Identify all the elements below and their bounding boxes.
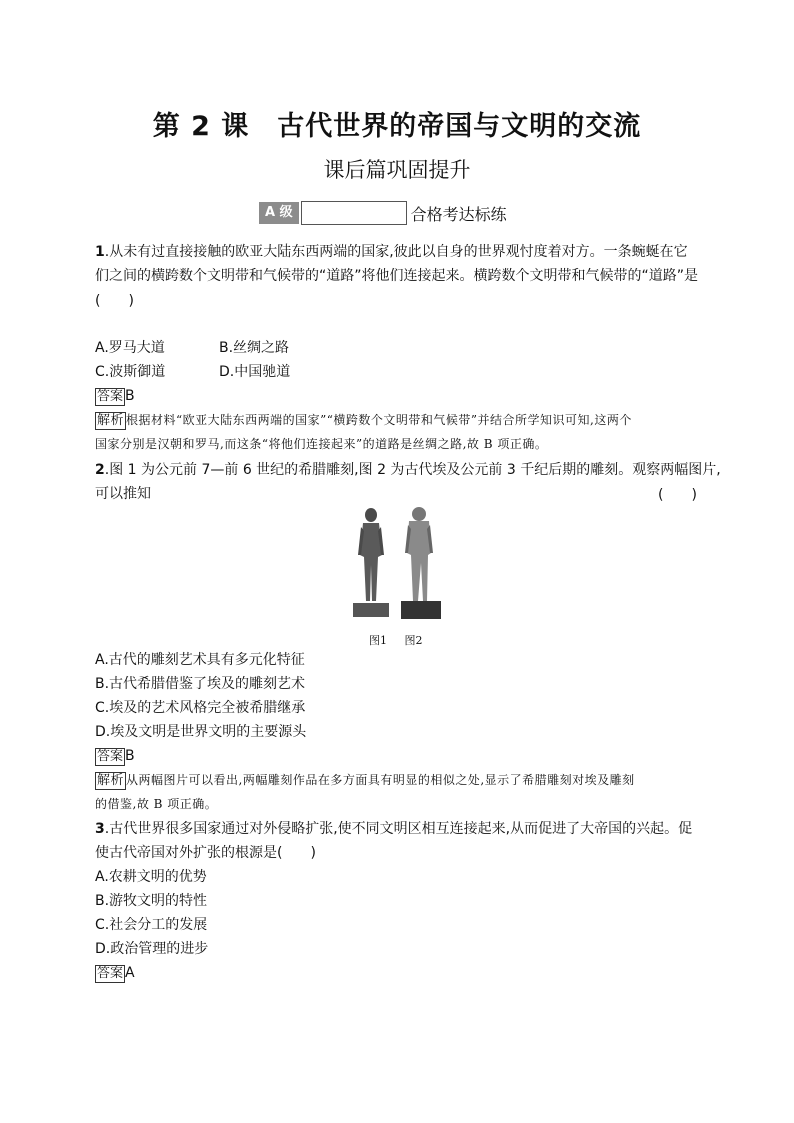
q1-option-b: B.丝绸之路 [219,340,290,356]
q1-explanation-1: 解析 根据材料“欧亚大陆东西两端的国家”“横跨数个文明带和气候带”并结合所学知识可知,这两个 [97,413,632,428]
answer-tag: 答案 [97,389,124,404]
q3-answer-row [95,963,135,983]
figure-caption [369,632,437,648]
q2-answer-row [95,746,135,766]
q1-paren: ( ) [95,293,134,309]
explanation-tag: 解析 [97,773,125,788]
statues-figure [345,505,445,625]
q3-option-a: A.农耕文明的优势 [95,869,207,885]
fig1-label: 图1 [369,634,387,647]
level-badge: A 级 [259,202,299,224]
section-subtitle: 课后篇巩固提升 [323,158,471,182]
q1-line-1: 1.从未有过直接接触的欧亚大陆东西两端的国家,彼此以自身的世界观忖度着对方。一条蜿蜒在它 [95,244,688,260]
level-header [259,201,507,225]
q1-explanation-2: 国家分别是汉朝和罗马,而这条“将他们连接起来”的道路是丝绸之路,故 B 项正确。 [95,437,548,451]
q3-answer: A [125,965,135,981]
q2-line-2: 可以推知 [95,486,151,502]
q1-number: 1 [95,244,105,260]
q2-option-c: C.埃及的艺术风格完全被希腊继承 [95,700,306,716]
q1-line-2: 们之间的横跨数个文明带和气候带的“道路”将他们连接起来。横跨数个文明带和气候带的“道路”是 [95,268,699,284]
q1-answer-row [95,386,135,406]
q2-number: 2 [95,462,105,478]
level-blank-box [301,201,407,225]
q1-option-d: D.中国驰道 [219,364,291,380]
q3-line-2: 使古代帝国对外扩张的根源是( ) [95,845,316,861]
greek-statue-image [353,508,389,617]
q2-paren: ( ) [658,487,697,503]
level-label: 合格考达标练 [410,204,507,224]
q3-line-1: 3.古代世界很多国家通过对外侵略扩张,使不同文明区相互连接起来,从而促进了大帝国的兴起。促 [95,821,693,837]
q1-answer: B [125,388,135,404]
q2-answer: B [125,748,135,764]
fig2-label: 图2 [404,634,423,647]
q1-option-c: C.波斯御道 [95,364,166,380]
q2-explanation-2: 的借鉴,故 B 项正确。 [95,797,218,811]
q3-option-c: C.社会分工的发展 [95,917,208,933]
q2-option-a: A.古代的雕刻艺术具有多元化特征 [95,652,305,668]
egyptian-statue-image [401,507,441,619]
q2-line-1: 2.图 1 为公元前 7—前 6 世纪的希腊雕刻,图 2 为古代埃及公元前 3 千纪后期的雕刻。观察两幅图片, [95,462,721,478]
explanation-tag: 解析 [97,413,125,428]
q3-option-b: B.游牧文明的特性 [95,893,208,909]
answer-tag: 答案 [97,749,124,764]
q2-option-d: D.埃及文明是世界文明的主要源头 [95,724,307,740]
lesson-title: 第 2 课 古代世界的帝国与文明的交流 [152,111,642,142]
q2-explanation-1: 解析 从两幅图片可以看出,两幅雕刻作品在多方面具有明显的相似之处,显示了希腊雕刻对埃及雕刻 [97,773,635,788]
q3-number: 3 [95,821,105,837]
q2-option-b: B.古代希腊借鉴了埃及的雕刻艺术 [95,676,306,692]
answer-tag: 答案 [97,966,124,981]
q1-option-a: A.罗马大道 [95,340,165,356]
q3-option-d: D.政治管理的进步 [95,941,209,957]
